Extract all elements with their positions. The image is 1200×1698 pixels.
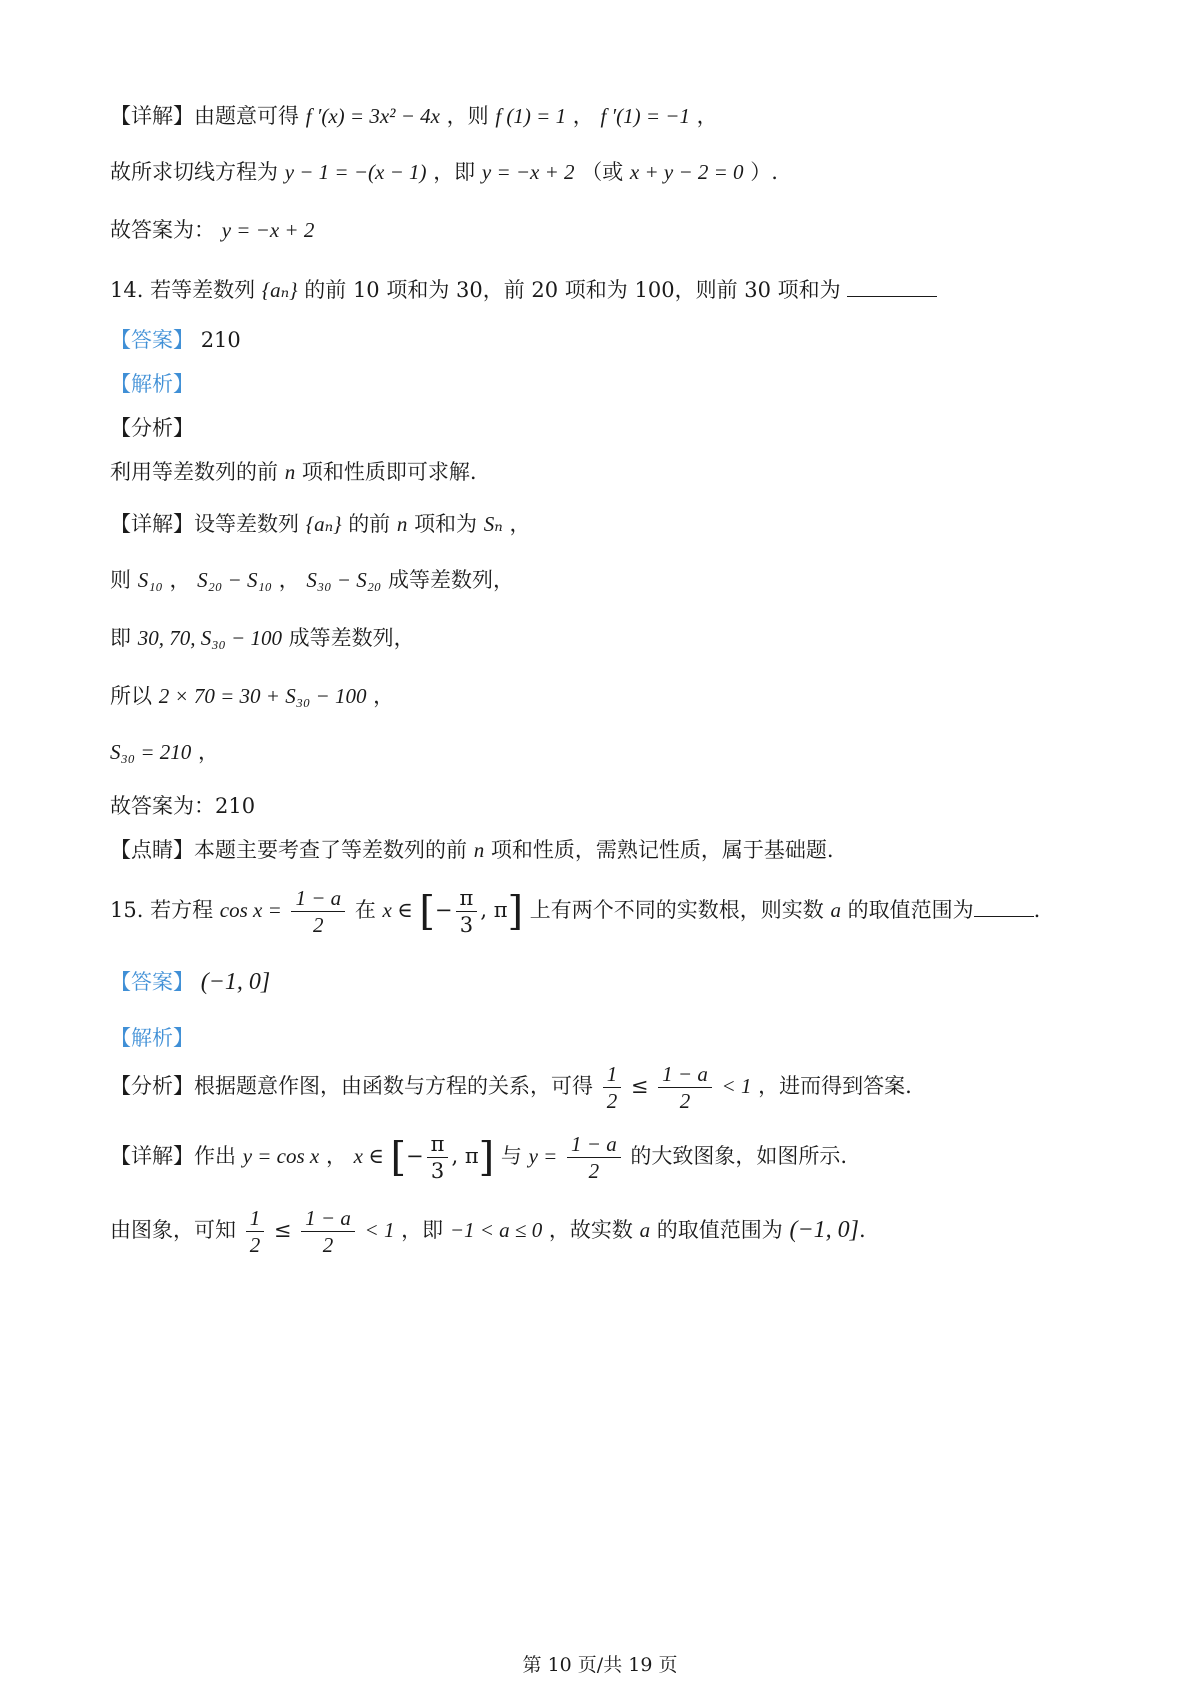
text: ， [169, 568, 191, 592]
text: 故答案为： [110, 218, 215, 242]
text: 的前 [348, 512, 391, 536]
text: 项和性质，需熟记性质，属于基础题. [490, 838, 834, 862]
detail-15 [110, 1132, 847, 1183]
formula: ≤ [630, 1074, 649, 1099]
denominator: 2 [588, 1159, 600, 1184]
answer-line-14 [110, 794, 255, 819]
text: ，进而得到答案. [758, 1074, 912, 1099]
text: 所以 [110, 684, 152, 708]
text: 项和性质即可求解. [301, 460, 477, 484]
text: 的前 10 项和为 30，前 20 项和为 100，则前 30 项和为 [304, 278, 841, 302]
text: 上有两个不同的实数根，则实数 [529, 898, 824, 923]
denominator: 2 [606, 1089, 618, 1114]
fenxi-text-14 [110, 460, 477, 485]
denominator: 3 [430, 1159, 445, 1184]
numerator: 1 [603, 1062, 622, 1088]
text: 【分析】 [110, 416, 194, 440]
fraction [301, 1206, 355, 1257]
minus: − [406, 1144, 424, 1169]
formula: y = cos x [242, 1144, 320, 1169]
formula: y = −x + 2 [221, 218, 315, 242]
answer-tag: 【答案】 [110, 970, 194, 994]
question-14 [110, 276, 937, 303]
answer-value: 210 [200, 328, 241, 352]
formula: y = −x + 2 [481, 160, 575, 184]
fraction [291, 886, 345, 937]
analysis-heading-15 [110, 1026, 194, 1051]
text: . [858, 1218, 866, 1243]
denominator: 2 [249, 1233, 261, 1258]
text: ， [373, 684, 395, 708]
formula: Sₙ [483, 512, 503, 536]
detail-14-line3 [110, 626, 415, 651]
formula: 30, 70, S₃₀ − 100 [137, 626, 282, 650]
text: ， [509, 512, 531, 536]
text: . [1033, 898, 1041, 923]
fenxi-15 [110, 1062, 912, 1113]
fraction [456, 886, 478, 937]
formula: x ∈ [382, 898, 413, 923]
right-bracket: ] [507, 888, 524, 935]
denominator: 2 [313, 913, 324, 938]
formula: ≤ [273, 1218, 292, 1243]
fraction [567, 1132, 621, 1183]
answer-blank [974, 896, 1034, 917]
text: ， [696, 104, 718, 128]
fenxi-heading-14 [110, 416, 194, 441]
dianjing-14 [110, 838, 834, 863]
tangent-line-equation [110, 160, 778, 185]
text: 【详解】设等差数列 [110, 512, 299, 536]
text: 【详解】作出 [110, 1144, 236, 1169]
right-bracket: ] [478, 1134, 495, 1181]
formula: S₃₀ = 210 [110, 740, 192, 764]
formula: < 1 [364, 1218, 395, 1243]
formula: x + y − 2 = 0 [629, 160, 744, 184]
fraction [427, 1132, 449, 1183]
formula: (−1, 0] [789, 1217, 859, 1244]
text: 在 [354, 898, 376, 923]
formula: {aₙ} [261, 278, 298, 302]
detail-14-line2 [110, 568, 514, 593]
numerator: π [427, 1132, 449, 1158]
denominator: 3 [459, 913, 474, 938]
numerator: 1 − a [291, 886, 345, 912]
text: 的大致图象，如图所示. [630, 1144, 848, 1169]
formula: x ∈ [353, 1144, 384, 1169]
formula: y = [528, 1144, 558, 1169]
fraction [658, 1062, 712, 1113]
text: ，即 [401, 1218, 444, 1243]
text: 则 [110, 568, 131, 592]
text: 故答案为：210 [110, 794, 256, 818]
text: 【详解】由题意可得 [110, 104, 299, 128]
variable: a [639, 1218, 651, 1243]
formula: S₃₀ − S₂₀ [306, 568, 382, 592]
question-15 [110, 886, 1040, 937]
formula: , π [480, 898, 508, 923]
answer-14 [110, 328, 241, 353]
text: ）. [750, 160, 778, 184]
left-bracket: [ [419, 888, 435, 935]
variable: a [830, 898, 841, 923]
text: 与 [500, 1144, 522, 1169]
text: 【点睛】本题主要考查了等差数列的前 [110, 838, 467, 862]
formula: n [473, 838, 485, 862]
analysis-tag: 【解析】 [110, 372, 194, 396]
text: ， [325, 1144, 347, 1169]
text: ，故实数 [548, 1218, 633, 1243]
text: 成等差数列， [288, 626, 415, 650]
analysis-tag: 【解析】 [110, 1026, 194, 1050]
analysis-heading-14 [110, 372, 194, 397]
text: （或 [581, 160, 624, 184]
numerator: π [456, 886, 478, 912]
numerator: 1 − a [567, 1132, 621, 1158]
formula: S₁₀ [137, 568, 163, 592]
formula: S₂₀ − S₁₀ [197, 568, 273, 592]
formula: < 1 [721, 1074, 752, 1099]
fraction [603, 1062, 622, 1113]
text: ，即 [433, 160, 476, 184]
answer-tag: 【答案】 [110, 328, 194, 352]
detail-14-line4 [110, 684, 394, 709]
answer-blank [847, 276, 937, 297]
detail-line-derivative [110, 104, 718, 129]
formula: y − 1 = −(x − 1) [284, 160, 427, 184]
formula: {aₙ} [305, 512, 342, 536]
formula: cos x = [219, 898, 282, 923]
formula: f ′(1) = −1 [600, 104, 690, 128]
text: 故所求切线方程为 [110, 160, 278, 184]
fraction [246, 1206, 265, 1257]
text: 成等差数列， [387, 568, 514, 592]
formula: −1 < a ≤ 0 [449, 1218, 543, 1243]
text: 的取值范围为 [847, 898, 974, 923]
formula: 2 × 70 = 30 + S₃₀ − 100 [158, 684, 367, 708]
formula: f ′(x) = 3x² − 4x [305, 104, 440, 128]
formula: n [396, 512, 408, 536]
formula: f (1) = 1 [495, 104, 567, 128]
numerator: 1 − a [301, 1206, 355, 1232]
formula: , π [451, 1144, 479, 1169]
denominator: 2 [322, 1233, 334, 1258]
answer-line-13 [110, 218, 314, 243]
numerator: 1 − a [658, 1062, 712, 1088]
denominator: 2 [679, 1089, 691, 1114]
answer-value: (−1, 0] [200, 969, 271, 995]
text: 14. 若等差数列 [110, 278, 256, 302]
text: ， [197, 740, 219, 764]
detail-14-line5 [110, 740, 219, 765]
answer-15 [110, 968, 270, 997]
numerator: 1 [246, 1206, 265, 1232]
text: ， [278, 568, 300, 592]
text: 由图象，可知 [110, 1218, 236, 1243]
formula: n [284, 460, 296, 484]
text: ， [572, 104, 594, 128]
minus: − [434, 898, 453, 923]
text: 即 [110, 626, 131, 650]
text: 利用等差数列的前 [110, 460, 278, 484]
detail-14-line1 [110, 512, 530, 537]
page-footer: 第 10 页/共 19 页 [522, 1654, 678, 1676]
text: 项和为 [414, 512, 478, 536]
left-bracket: [ [390, 1134, 407, 1181]
text: 15. 若方程 [110, 898, 214, 923]
text: ，则 [446, 104, 489, 128]
conclusion-15 [110, 1206, 866, 1257]
text: 的取值范围为 [656, 1218, 783, 1243]
text: 【分析】根据题意作图，由函数与方程的关系，可得 [110, 1074, 593, 1099]
